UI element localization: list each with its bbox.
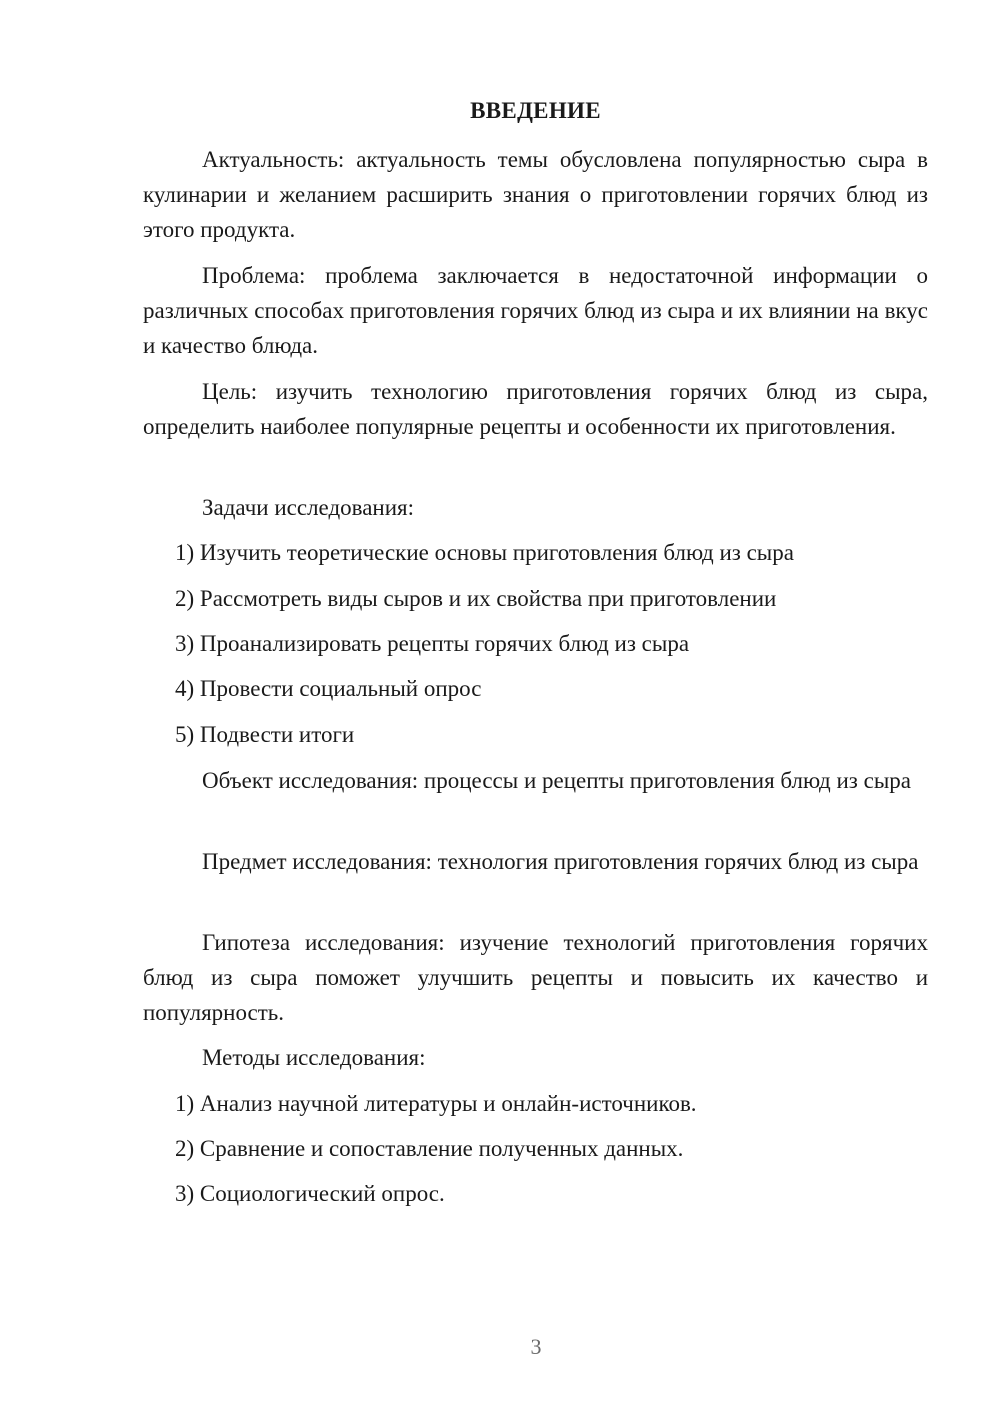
tasks-heading: Задачи исследования: [202, 495, 415, 520]
method-item: 3) Социологический опрос. [175, 1181, 445, 1206]
object-paragraph: Объект исследования: процессы и рецепты приготовления блюд из сыра [202, 768, 911, 793]
page-number: 3 [530, 1334, 542, 1359]
hypothesis-paragraph: Гипотеза исследования: изучение технологий приготовления горячих блюд из сыра поможет улучшить рецепты и повысить их качество и популярность. [143, 930, 928, 1025]
subject-paragraph: Предмет исследования: технология приготовления горячих блюд из сыра [202, 849, 919, 874]
relevance-paragraph: Актуальность: актуальность темы обусловлена популярностью сыра в кулинарии и желанием расширить знания о приготовлении горячих блюд из этого продукта. [143, 147, 928, 242]
task-item: 4) Провести социальный опрос [175, 676, 482, 701]
method-item: 2) Сравнение и сопоставление полученных данных. [175, 1136, 684, 1161]
goal-paragraph: Цель: изучить технологию приготовления горячих блюд из сыра, определить наиболее популярные рецепты и особенности их приготовления. [143, 379, 928, 439]
section-heading: ВВЕДЕНИЕ [470, 98, 601, 123]
method-item: 1) Анализ научной литературы и онлайн-источников. [175, 1091, 697, 1116]
task-item: 5) Подвести итоги [175, 722, 355, 747]
problem-paragraph: Проблема: проблема заключается в недостаточной информации о различных способах приготовления горячих блюд из сыра и их влиянии на вкус и качество блюда. [143, 263, 928, 358]
methods-heading: Методы исследования: [202, 1045, 426, 1070]
task-item: 1) Изучить теоретические основы приготовления блюд из сыра [175, 540, 794, 565]
task-item: 2) Рассмотреть виды сыров и их свойства при приготовлении [175, 586, 777, 611]
task-item: 3) Проанализировать рецепты горячих блюд из сыра [175, 631, 690, 656]
